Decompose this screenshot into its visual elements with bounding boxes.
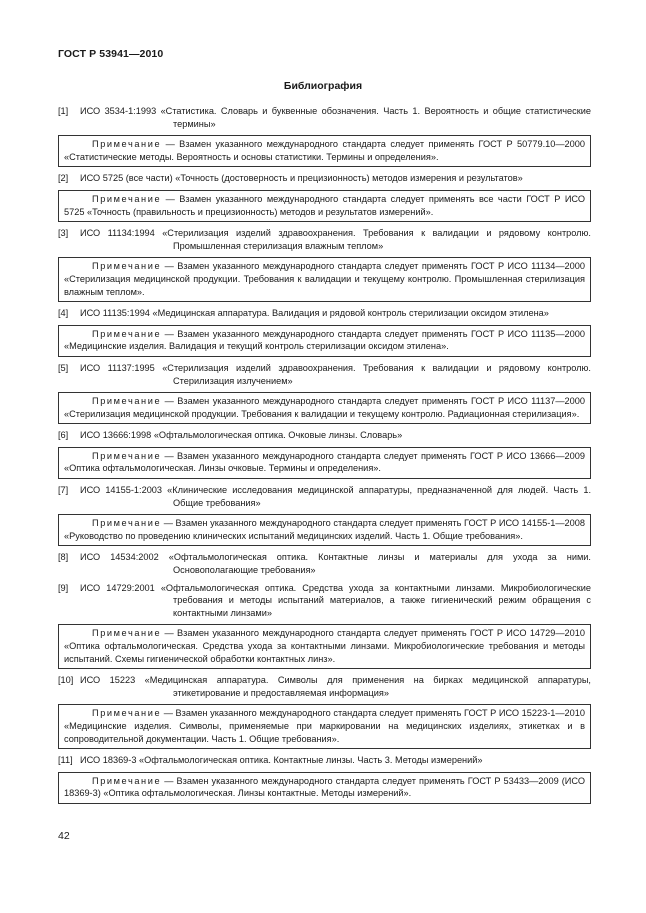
note-text: — Взамен указанного международного стандарта следует применять ГОСТ Р 50779.10—2000 «Статистические методы. Вероятность и основы статистики. Термины и определения». — [64, 139, 585, 162]
note-label: Примечание — [92, 708, 162, 719]
page-number: 42 — [58, 830, 70, 842]
entry-number: [6] — [58, 430, 69, 441]
entry-number: [5] — [58, 362, 69, 373]
entry-text: ИСО 13666:1998 «Офтальмологическая оптика. Очковые линзы. Словарь» — [80, 430, 403, 441]
entry-text: ИСО 14155-1:2003 «Клинические исследования медицинской аппаратуры, предназначенной для людей. Часть 1. Общие требования» — [80, 485, 591, 508]
entry-text: ИСО 15223 «Медицинская аппаратура. Символы для применения на бирках медицинской аппаратуры, этикетирование и предоставляемая информация» — [80, 675, 591, 698]
note-label: Примечание — [92, 139, 162, 150]
bibliography-list — [58, 105, 591, 809]
entry-number: [8] — [58, 552, 69, 563]
entry-number: [1] — [58, 106, 69, 116]
note-label: Примечание — [92, 396, 162, 407]
entry-number: [9] — [58, 582, 69, 593]
bibliography-entry — [58, 307, 591, 320]
note-label: Примечание — [92, 261, 162, 272]
entry-number: [10] — [58, 675, 74, 686]
note-box — [58, 392, 591, 424]
bibliography-entry — [58, 674, 591, 699]
section-title: Библиография — [283, 80, 363, 92]
bibliography-entry — [58, 582, 591, 620]
note-label: Примечание — [92, 775, 162, 786]
note-text: — Взамен указанного международного стандарта следует применять ГОСТ Р ИСО 11137—2000 «Стерилизация медицинской продукции. Требования к валидации и текущему контролю. Радиационная стерилизация». — [64, 396, 585, 419]
bibliography-entry — [58, 551, 591, 576]
note-box — [58, 772, 591, 804]
note-label: Примечание — [92, 328, 162, 339]
note-text: — Взамен указанного международного стандарта следует применять ГОСТ Р ИСО 15223-1—2010 «Медицинские изделия. Символы, применяемые при маркировании на медицинских изделиях, этикетках и в сопроводительной документации. Часть 1. Общие требования». — [64, 708, 585, 744]
entry-text: ИСО 3534-1:1993 «Статистика. Словарь и буквенные обозначения. Часть 1. Вероятность и общие статистические термины» — [80, 106, 591, 129]
bibliography-entry — [58, 105, 591, 130]
note-text: — Взамен указанного международного стандарта следует применять ГОСТ Р ИСО 13666—2009 «Оптика офтальмологическая. Линзы очковые. Термины и определения». — [64, 450, 585, 474]
entry-text: ИСО 11137:1995 «Стерилизация изделий здравоохранения. Требования к валидации и рядовому контролю. Стерилизация излучением» — [80, 362, 591, 386]
note-text: — Взамен указанного международного стандарта следует применять ГОСТ Р 53433—2009 (ИСО 18369-3) «Оптика офтальмологическая. Линзы контактные. Методы измерений». — [64, 775, 585, 799]
note-text: — Взамен указанного международного стандарта следует применять ГОСТ Р ИСО 11134—2000 «Стерилизация медицинской продукции. Требования к валидации и текущему контролю. Промышленная стерилизация влажным теплом». — [64, 261, 585, 297]
note-label: Примечание — [92, 628, 162, 639]
note-box — [58, 135, 591, 167]
document-header: ГОСТ Р 53941—2010 — [58, 48, 164, 60]
note-text: — Взамен указанного международного стандарта следует применять ГОСТ Р ИСО 14155-1—2008 «Руководство по проведению клинических испытаний медицинских изделий. Часть 1. Общие требования». — [64, 518, 585, 541]
entry-number: [3] — [58, 228, 69, 239]
bibliography-entry — [58, 754, 591, 767]
entry-text: ИСО 14534:2002 «Офтальмологическая оптика. Контактные линзы и материалы для ухода за ними. Основополагающие требования» — [80, 552, 591, 576]
entry-number: [4] — [58, 308, 69, 319]
bibliography-entry — [58, 227, 591, 252]
entry-number: [2] — [58, 173, 69, 184]
note-label: Примечание — [92, 193, 162, 204]
note-box — [58, 257, 591, 302]
bibliography-entry — [58, 362, 591, 387]
note-label: Примечание — [92, 518, 162, 529]
bibliography-entry — [58, 429, 591, 442]
entry-text: ИСО 11134:1994 «Стерилизация изделий здравоохранения. Требования к валидации и рядовому контролю. Промышленная стерилизация влажным теплом» — [80, 228, 591, 251]
bibliography-entry — [58, 172, 591, 185]
entry-number: [7] — [58, 485, 69, 496]
note-box — [58, 325, 591, 357]
entry-text: ИСО 5725 (все части) «Точность (достоверность и прецизионность) методов измерения и результатов» — [80, 173, 523, 184]
entry-text: ИСО 14729:2001 «Офтальмологическая оптика. Средства ухода за контактными линзами. Микробиологические требования и методы испытаний материалов, а также гигиенический режим обращения с контактными линзами» — [80, 582, 591, 618]
entry-text: ИСО 11135:1994 «Медицинская аппаратура. Валидация и рядовой контроль стерилизации оксидом этилена» — [80, 308, 549, 319]
note-box — [58, 704, 591, 749]
note-text: — Взамен указанного международного стандарта следует применять все части ГОСТ Р ИСО 5725 «Точность (правильность и прецизионность) методов и результатов измерений». — [64, 193, 585, 217]
note-text: — Взамен указанного международного стандарта следует применять ГОСТ Р ИСО 11135—2000 «Медицинские изделия. Валидация и текущий контроль стерилизации оксидом этилена». — [64, 328, 585, 352]
note-box — [58, 447, 591, 479]
note-text: — Взамен указанного международного стандарта следует применять ГОСТ Р ИСО 14729—2010 «Оптика офтальмологическая. Средства ухода за контактными линзами. Микробиологические требования и методы испытаний. Схемы гигиенической обработки контактных линз». — [64, 628, 585, 664]
bibliography-entry — [58, 484, 591, 509]
note-box — [58, 514, 591, 546]
note-label: Примечание — [92, 450, 162, 461]
entry-text: ИСО 18369-3 «Офтальмологическая оптика. Контактные линзы. Часть 3. Методы измерений» — [80, 755, 483, 766]
entry-number: [11] — [58, 755, 73, 766]
note-box — [58, 624, 591, 669]
note-box — [58, 190, 591, 222]
